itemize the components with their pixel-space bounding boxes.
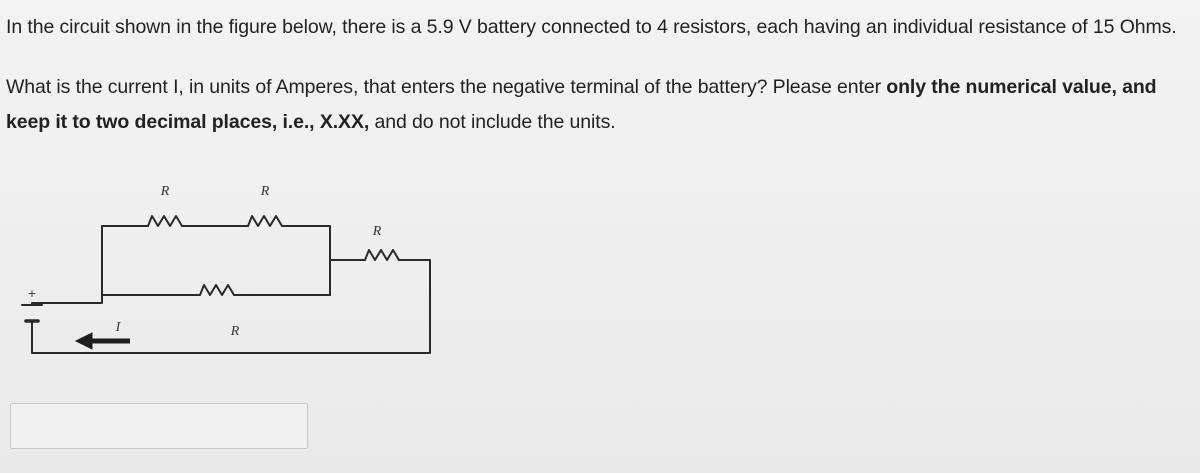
resistor-top-right	[248, 216, 282, 226]
question-text	[6, 10, 1196, 140]
circuit-diagram	[20, 175, 440, 365]
resistor-top-left	[148, 216, 182, 226]
circuit-wire	[282, 226, 330, 295]
answer-input[interactable]	[10, 403, 308, 449]
current-label: I	[115, 320, 121, 335]
resistor-bottom	[200, 285, 234, 295]
resistor-label: R	[230, 324, 240, 339]
resistor-label: R	[372, 224, 382, 239]
resistor-label: R	[160, 184, 170, 199]
battery-plus-label: +	[27, 287, 37, 300]
current-arrow	[76, 333, 130, 349]
question-text-part: and do not include the units.	[369, 111, 616, 133]
resistor-far-right	[365, 250, 399, 260]
circuit-wire	[32, 226, 102, 305]
question-text-part: What is the current I, in units of Amperes, that enters the negative terminal of the battery? Please enter	[6, 76, 887, 98]
resistor-label: R	[260, 184, 270, 199]
question-paragraph-1: In the circuit shown in the figure below, there is a 5.9 V battery connected to 4 resistors, each having an individual resistance of 15 Ohms.	[6, 16, 1177, 38]
question-emphasis: only the numerical value, and keep it to two decimal places, i.e., X.XX,	[6, 76, 1157, 133]
question-paragraph-2	[6, 70, 1196, 140]
